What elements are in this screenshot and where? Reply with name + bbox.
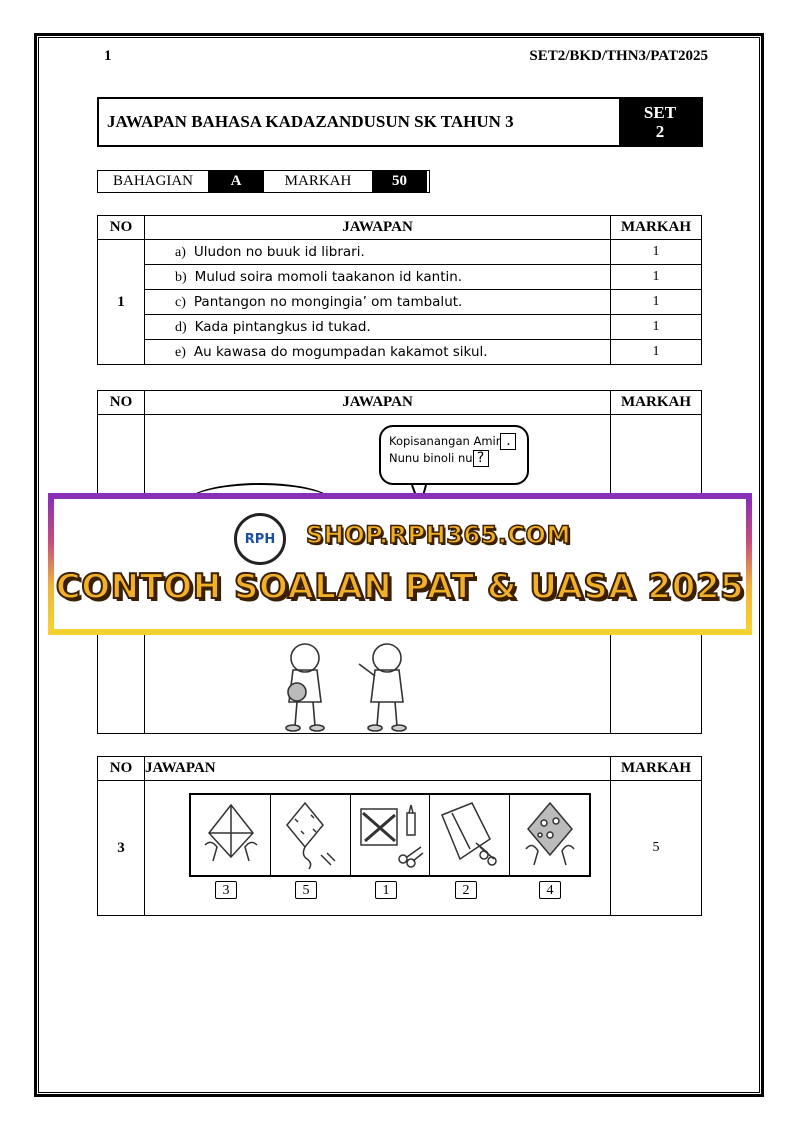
answer-letter: d) — [175, 319, 187, 335]
header-no: NO — [98, 757, 145, 781]
header-no: NO — [98, 391, 145, 415]
header-markah: MARKAH — [611, 757, 702, 781]
sequence-number: 3 — [215, 881, 237, 899]
table-row — [98, 290, 702, 315]
answer-letter: c) — [175, 294, 186, 310]
speech-bubble — [379, 425, 529, 485]
question-number: 3 — [98, 781, 145, 916]
kite-decorating-icon — [510, 795, 590, 875]
bubble-line-1: Kopisanangan Amir — [389, 434, 501, 448]
kite-step-panel — [510, 795, 589, 875]
sequence-number: 5 — [295, 881, 317, 899]
document-title: JAWAPAN BAHASA KADAZANDUSUN SK TAHUN 3 — [107, 112, 514, 131]
answer-cell — [145, 340, 611, 365]
section-label: BAHAGIAN — [113, 173, 193, 189]
marks-value: 50 — [372, 171, 427, 192]
banner-title: CONTOH SOALAN PAT & UASA 2025 — [55, 567, 745, 607]
mark-cell: 5 — [611, 781, 702, 916]
kite-step-panel — [191, 795, 271, 875]
kite-finished-icon — [271, 795, 351, 875]
blank-box: ? — [473, 450, 489, 467]
answer-cell — [145, 265, 611, 290]
table-row — [98, 315, 702, 340]
header-markah: MARKAH — [611, 216, 702, 240]
blank-box: . — [500, 433, 516, 450]
answer-text: Au kawasa do mogumpadan kakamot sikul. — [193, 343, 488, 360]
set-label: SET — [643, 103, 677, 122]
kite-step-panel — [430, 795, 510, 875]
answer-letter: a) — [175, 244, 186, 260]
mark-cell: 1 — [611, 315, 702, 340]
rph-logo-icon: RPH — [234, 513, 286, 565]
page-number: 1 — [104, 48, 112, 64]
answer-cell — [145, 315, 611, 340]
answer-text: Mulud soira momoli taakanon id kantin. — [194, 268, 463, 285]
answer-text: Kada pintangkus id tukad. — [194, 318, 371, 335]
table-row — [98, 265, 702, 290]
header-markah: MARKAH — [611, 391, 702, 415]
sequence-number: 4 — [539, 881, 561, 899]
header-no: NO — [98, 216, 145, 240]
answer-table-1 — [97, 215, 702, 365]
kite-materials-icon — [351, 795, 431, 875]
answer-text: Pantangon no mongingia’ om tambalut. — [193, 293, 463, 310]
promo-banner — [48, 493, 752, 635]
kite-steps-strip — [189, 793, 591, 877]
kite-folding-icon — [191, 795, 271, 875]
table-row — [98, 240, 702, 265]
set-number: 2 — [655, 122, 665, 141]
header-jawapan: JAWAPAN — [145, 216, 611, 240]
header-jawapan: JAWAPAN — [145, 757, 611, 781]
mark-cell: 1 — [611, 240, 702, 265]
table-row — [98, 340, 702, 365]
kite-cutting-icon — [430, 795, 510, 875]
banner-url: SHOP.RPH365.COM — [306, 521, 571, 549]
question-number: 1 — [98, 240, 145, 365]
marks-label: MARKAH — [284, 173, 352, 189]
answer-cell — [145, 290, 611, 315]
sequence-number: 1 — [375, 881, 397, 899]
sequence-cell — [145, 781, 611, 916]
header-jawapan: JAWAPAN — [145, 391, 611, 415]
kite-step-panel — [351, 795, 431, 875]
answer-table-3 — [97, 756, 702, 916]
title-box — [97, 97, 703, 147]
bubble-line-2: Nunu binoli nu — [389, 451, 473, 465]
set-badge — [619, 99, 701, 145]
answer-cell — [145, 240, 611, 265]
mark-cell: 1 — [611, 340, 702, 365]
section-value: A — [208, 171, 264, 192]
children-illustration-icon — [275, 640, 425, 732]
section-bar — [97, 170, 430, 193]
answer-letter: b) — [175, 269, 187, 285]
mark-cell: 1 — [611, 290, 702, 315]
mark-cell: 1 — [611, 265, 702, 290]
sequence-number: 2 — [455, 881, 477, 899]
document-code: SET2/BKD/THN3/PAT2025 — [529, 48, 708, 64]
kite-step-panel — [271, 795, 351, 875]
answer-text: Uludon no buuk id librari. — [193, 243, 365, 260]
answer-letter: e) — [175, 344, 186, 360]
